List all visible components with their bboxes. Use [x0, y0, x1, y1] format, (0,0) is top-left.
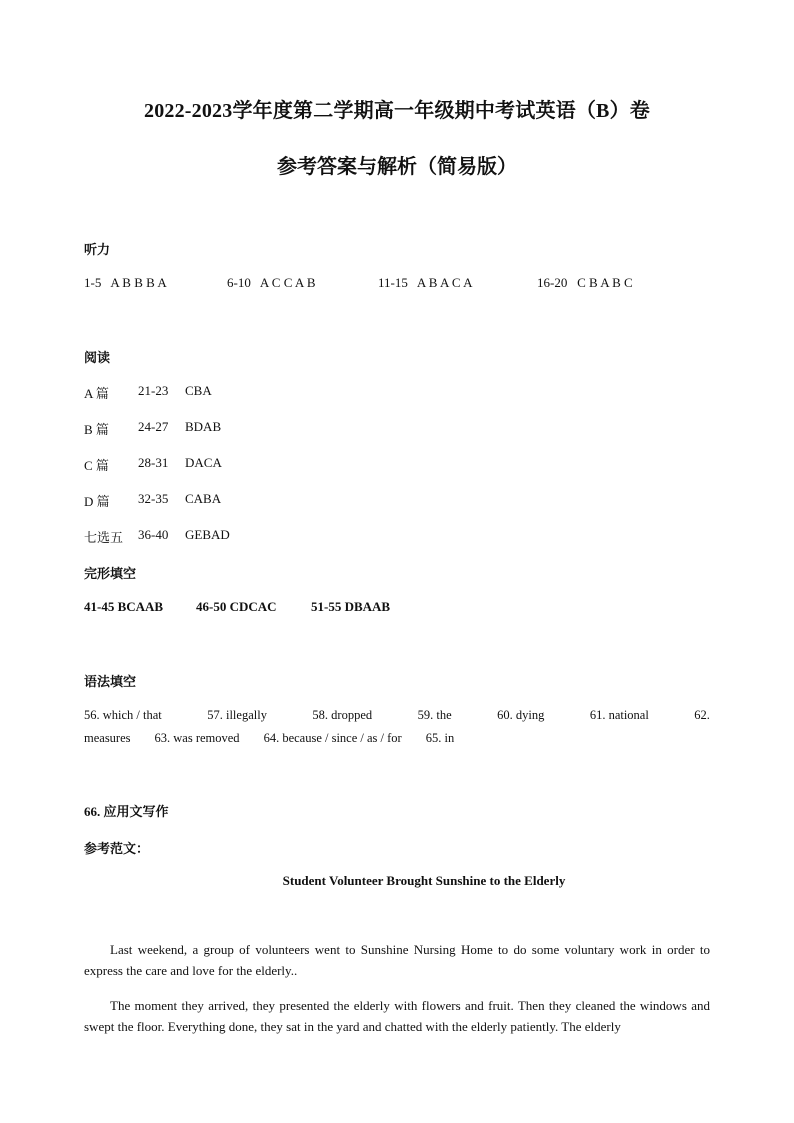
cloze-heading: 完形填空 [84, 566, 137, 581]
grammar-answer: 59. the [417, 708, 452, 722]
reading-answers: CBA [185, 383, 212, 398]
listening-group-2: 6-10 A C C A B [227, 275, 316, 290]
essay-paragraph: The moment they arrived, they presented the elderly with flowers and fruit. Then they cleaned the windows and swept the floor. Everything done, they sat in the yard and chatted with the elderly patiently. The elderly [84, 998, 710, 1034]
grammar-answer: 61. national [589, 708, 649, 722]
grammar-answer: 62. [694, 708, 710, 722]
document-subtitle: 参考答案与解析（简易版） [277, 156, 517, 178]
cloze-group-1: 41-45 BCAAB [84, 599, 164, 614]
grammar-answer: 57. illegally [207, 708, 267, 722]
grammar-answers-line-2 [84, 731, 710, 746]
grammar-answer: 65. in [425, 731, 455, 745]
sample-essay-label: 参考范文： [84, 841, 150, 856]
reading-range: 24-27 [138, 419, 169, 434]
grammar-answer: measures [84, 731, 131, 745]
grammar-answers-line-1 [84, 708, 710, 723]
grammar-answer: 64. because / since / as / for [263, 731, 402, 745]
essay-paragraph: Last weekend, a group of volunteers went to Sunshine Nursing Home to do some voluntary work in order to express the care and love for the elderly.. [84, 942, 710, 978]
cloze-group-3: 51-55 DBAAB [311, 599, 391, 614]
reading-range: 36-40 [138, 527, 169, 542]
listening-group-1: 1-5 A B B B A [84, 275, 167, 290]
reading-label: B 篇 [84, 422, 109, 437]
listening-group-3: 11-15 A B A C A [378, 275, 473, 290]
reading-answers: GEBAD [185, 527, 230, 542]
reading-label: D 篇 [84, 494, 110, 509]
listening-group-4: 16-20 C B A B C [537, 275, 633, 290]
grammar-answer: 60. dying [497, 708, 545, 722]
listening-heading: 听力 [84, 242, 111, 257]
reading-answers: CABA [185, 491, 222, 506]
reading-range: 21-23 [138, 383, 169, 398]
reading-heading: 阅读 [84, 350, 111, 365]
writing-heading: 66. 应用文写作 [84, 804, 169, 819]
reading-answers: BDAB [185, 419, 222, 434]
grammar-answer: 58. dropped [312, 708, 373, 722]
essay-title: Student Volunteer Brought Sunshine to the Elderly [282, 873, 566, 888]
grammar-answer: 56. which / that [84, 708, 162, 722]
reading-label: A 篇 [84, 386, 109, 401]
grammar-heading: 语法填空 [84, 674, 137, 689]
reading-range: 32-35 [138, 491, 169, 506]
grammar-answer: 63. was removed [154, 731, 240, 745]
reading-label: 七选五 [84, 530, 124, 545]
reading-range: 28-31 [138, 455, 169, 470]
reading-answers: DACA [185, 455, 222, 470]
reading-label: C 篇 [84, 458, 109, 473]
cloze-group-2: 46-50 CDCAC [196, 599, 277, 614]
document-title: 2022-2023学年度第二学期高一年级期中考试英语（B）卷 [144, 100, 650, 122]
